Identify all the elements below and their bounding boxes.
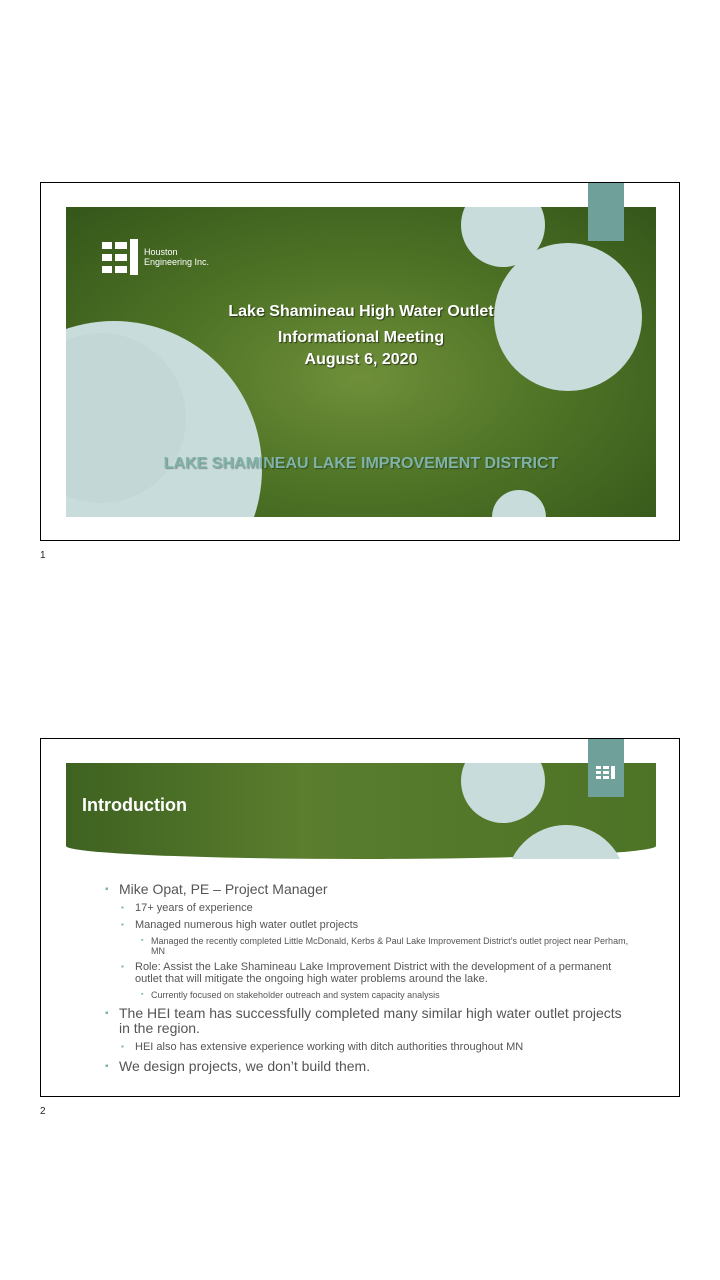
- title-slide-background: [66, 207, 656, 517]
- page-number: 1: [40, 550, 46, 561]
- list-item: ▪ Currently focused on stakeholder outreach and system capacity analysis: [105, 990, 635, 1000]
- district-name: LAKE SHAMINEAU LAKE IMPROVEMENT DISTRICT: [163, 455, 559, 472]
- logo-line-2: Engineering Inc.: [144, 257, 210, 267]
- decorative-circle: [492, 490, 546, 517]
- list-item: ▪ Managed the recently completed Little McDonald, Kerbs & Paul Lake Improvement District’s outlet project near Perham, MN: [105, 936, 635, 956]
- hei-logo-icon: [596, 765, 616, 779]
- list-item: ▪ We design projects, we don’t build them.: [105, 1059, 635, 1074]
- list-item: ▪ HEI also has extensive experience working with ditch authorities throughout MN: [105, 1041, 635, 1053]
- slide-title-line-1: Lake Shamineau High Water Outlet: [228, 303, 494, 320]
- list-item: ▪ 17+ years of experience: [105, 902, 635, 914]
- slide-heading: Introduction: [82, 795, 187, 815]
- list-item: ▪ Role: Assist the Lake Shamineau Lake Improvement District with the development of a permanent outlet that will mitigate the ongoing high water problems around the lake.: [105, 961, 635, 985]
- slide-title-line-2: Informational Meeting: [277, 329, 445, 346]
- slide-2: [40, 738, 680, 1097]
- company-logo: [102, 239, 209, 275]
- teal-tab: [588, 739, 624, 797]
- list-item: ▪ The HEI team has successfully completed many similar high water outlet projects in the region.: [105, 1006, 635, 1036]
- teal-tab: [588, 183, 624, 241]
- slide-header: [66, 763, 656, 859]
- slide-title-line-3: August 6, 2020: [304, 351, 418, 368]
- hei-logo-icon: [102, 239, 138, 275]
- page-number: 2: [40, 1106, 46, 1117]
- slide-1: [40, 182, 680, 541]
- list-item: ▪ Managed numerous high water outlet projects: [105, 919, 635, 931]
- bullet-list: [105, 876, 635, 1074]
- list-item: ▪ Mike Opat, PE – Project Manager: [105, 882, 635, 897]
- logo-line-1: Houston: [144, 247, 178, 257]
